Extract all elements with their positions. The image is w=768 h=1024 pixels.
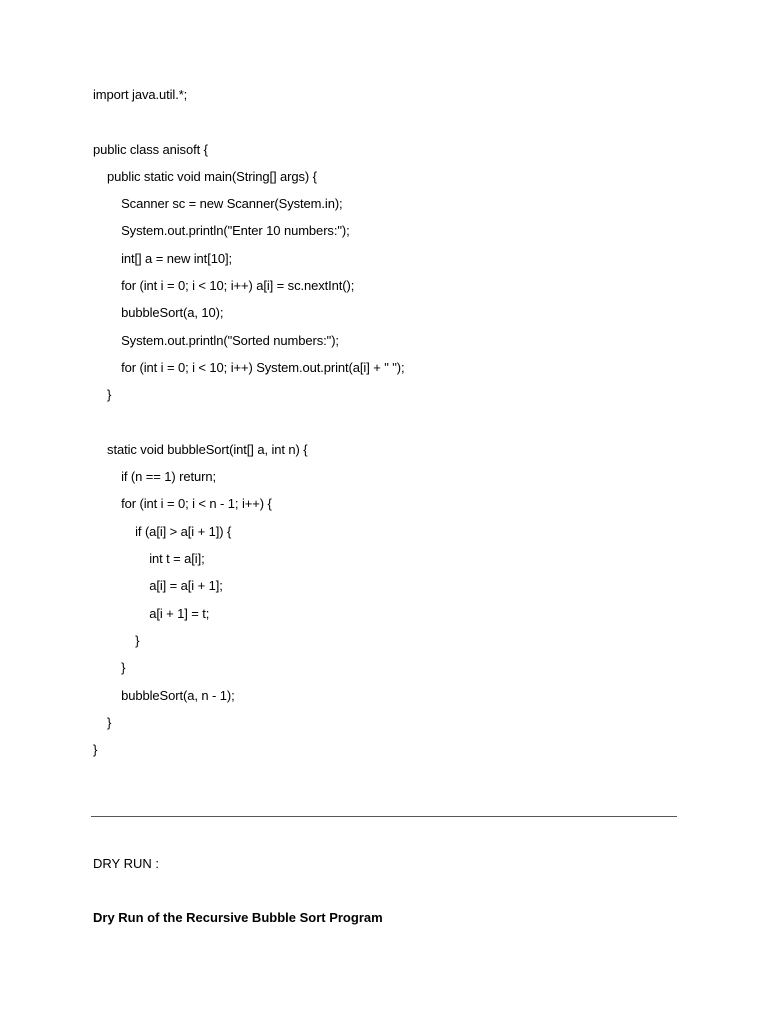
code-line: } — [93, 714, 112, 730]
code-line: bubbleSort(a, n - 1); — [93, 687, 235, 703]
code-line: Scanner sc = new Scanner(System.in); — [93, 196, 343, 212]
dry-run-label: DRY RUN : — [93, 856, 159, 871]
code-line: public class anisoft { — [93, 141, 208, 157]
code-line: int t = a[i]; — [93, 551, 205, 567]
code-line: for (int i = 0; i < 10; i++) System.out.print(a[i] + " "); — [93, 359, 405, 375]
dry-run-heading: Dry Run of the Recursive Bubble Sort Program — [93, 910, 383, 925]
code-line: for (int i = 0; i < n - 1; i++) { — [93, 496, 272, 512]
code-line: if (a[i] > a[i + 1]) { — [93, 523, 232, 539]
code-line: a[i] = a[i + 1]; — [93, 578, 223, 594]
code-line: } — [93, 387, 112, 403]
code-line: bubbleSort(a, 10); — [93, 305, 224, 321]
code-line: } — [93, 632, 140, 648]
code-line: int[] a = new int[10]; — [93, 250, 232, 266]
code-line: static void bubbleSort(int[] a, int n) { — [93, 441, 308, 457]
code-line: System.out.println("Sorted numbers:"); — [93, 332, 339, 348]
code-line: if (n == 1) return; — [93, 469, 217, 485]
code-line: } — [93, 742, 98, 758]
code-line: public static void main(String[] args) { — [93, 168, 317, 184]
horizontal-divider — [91, 816, 677, 817]
code-line — [93, 112, 693, 139]
code-line: for (int i = 0; i < 10; i++) a[i] = sc.nextInt(); — [93, 278, 355, 294]
code-line: a[i + 1] = t; — [93, 605, 210, 621]
code-line: import java.util.*; — [93, 87, 188, 102]
code-line: } — [93, 660, 126, 676]
code-line — [93, 413, 693, 440]
java-code-block — [93, 85, 693, 767]
code-line: System.out.println("Enter 10 numbers:"); — [93, 223, 350, 239]
